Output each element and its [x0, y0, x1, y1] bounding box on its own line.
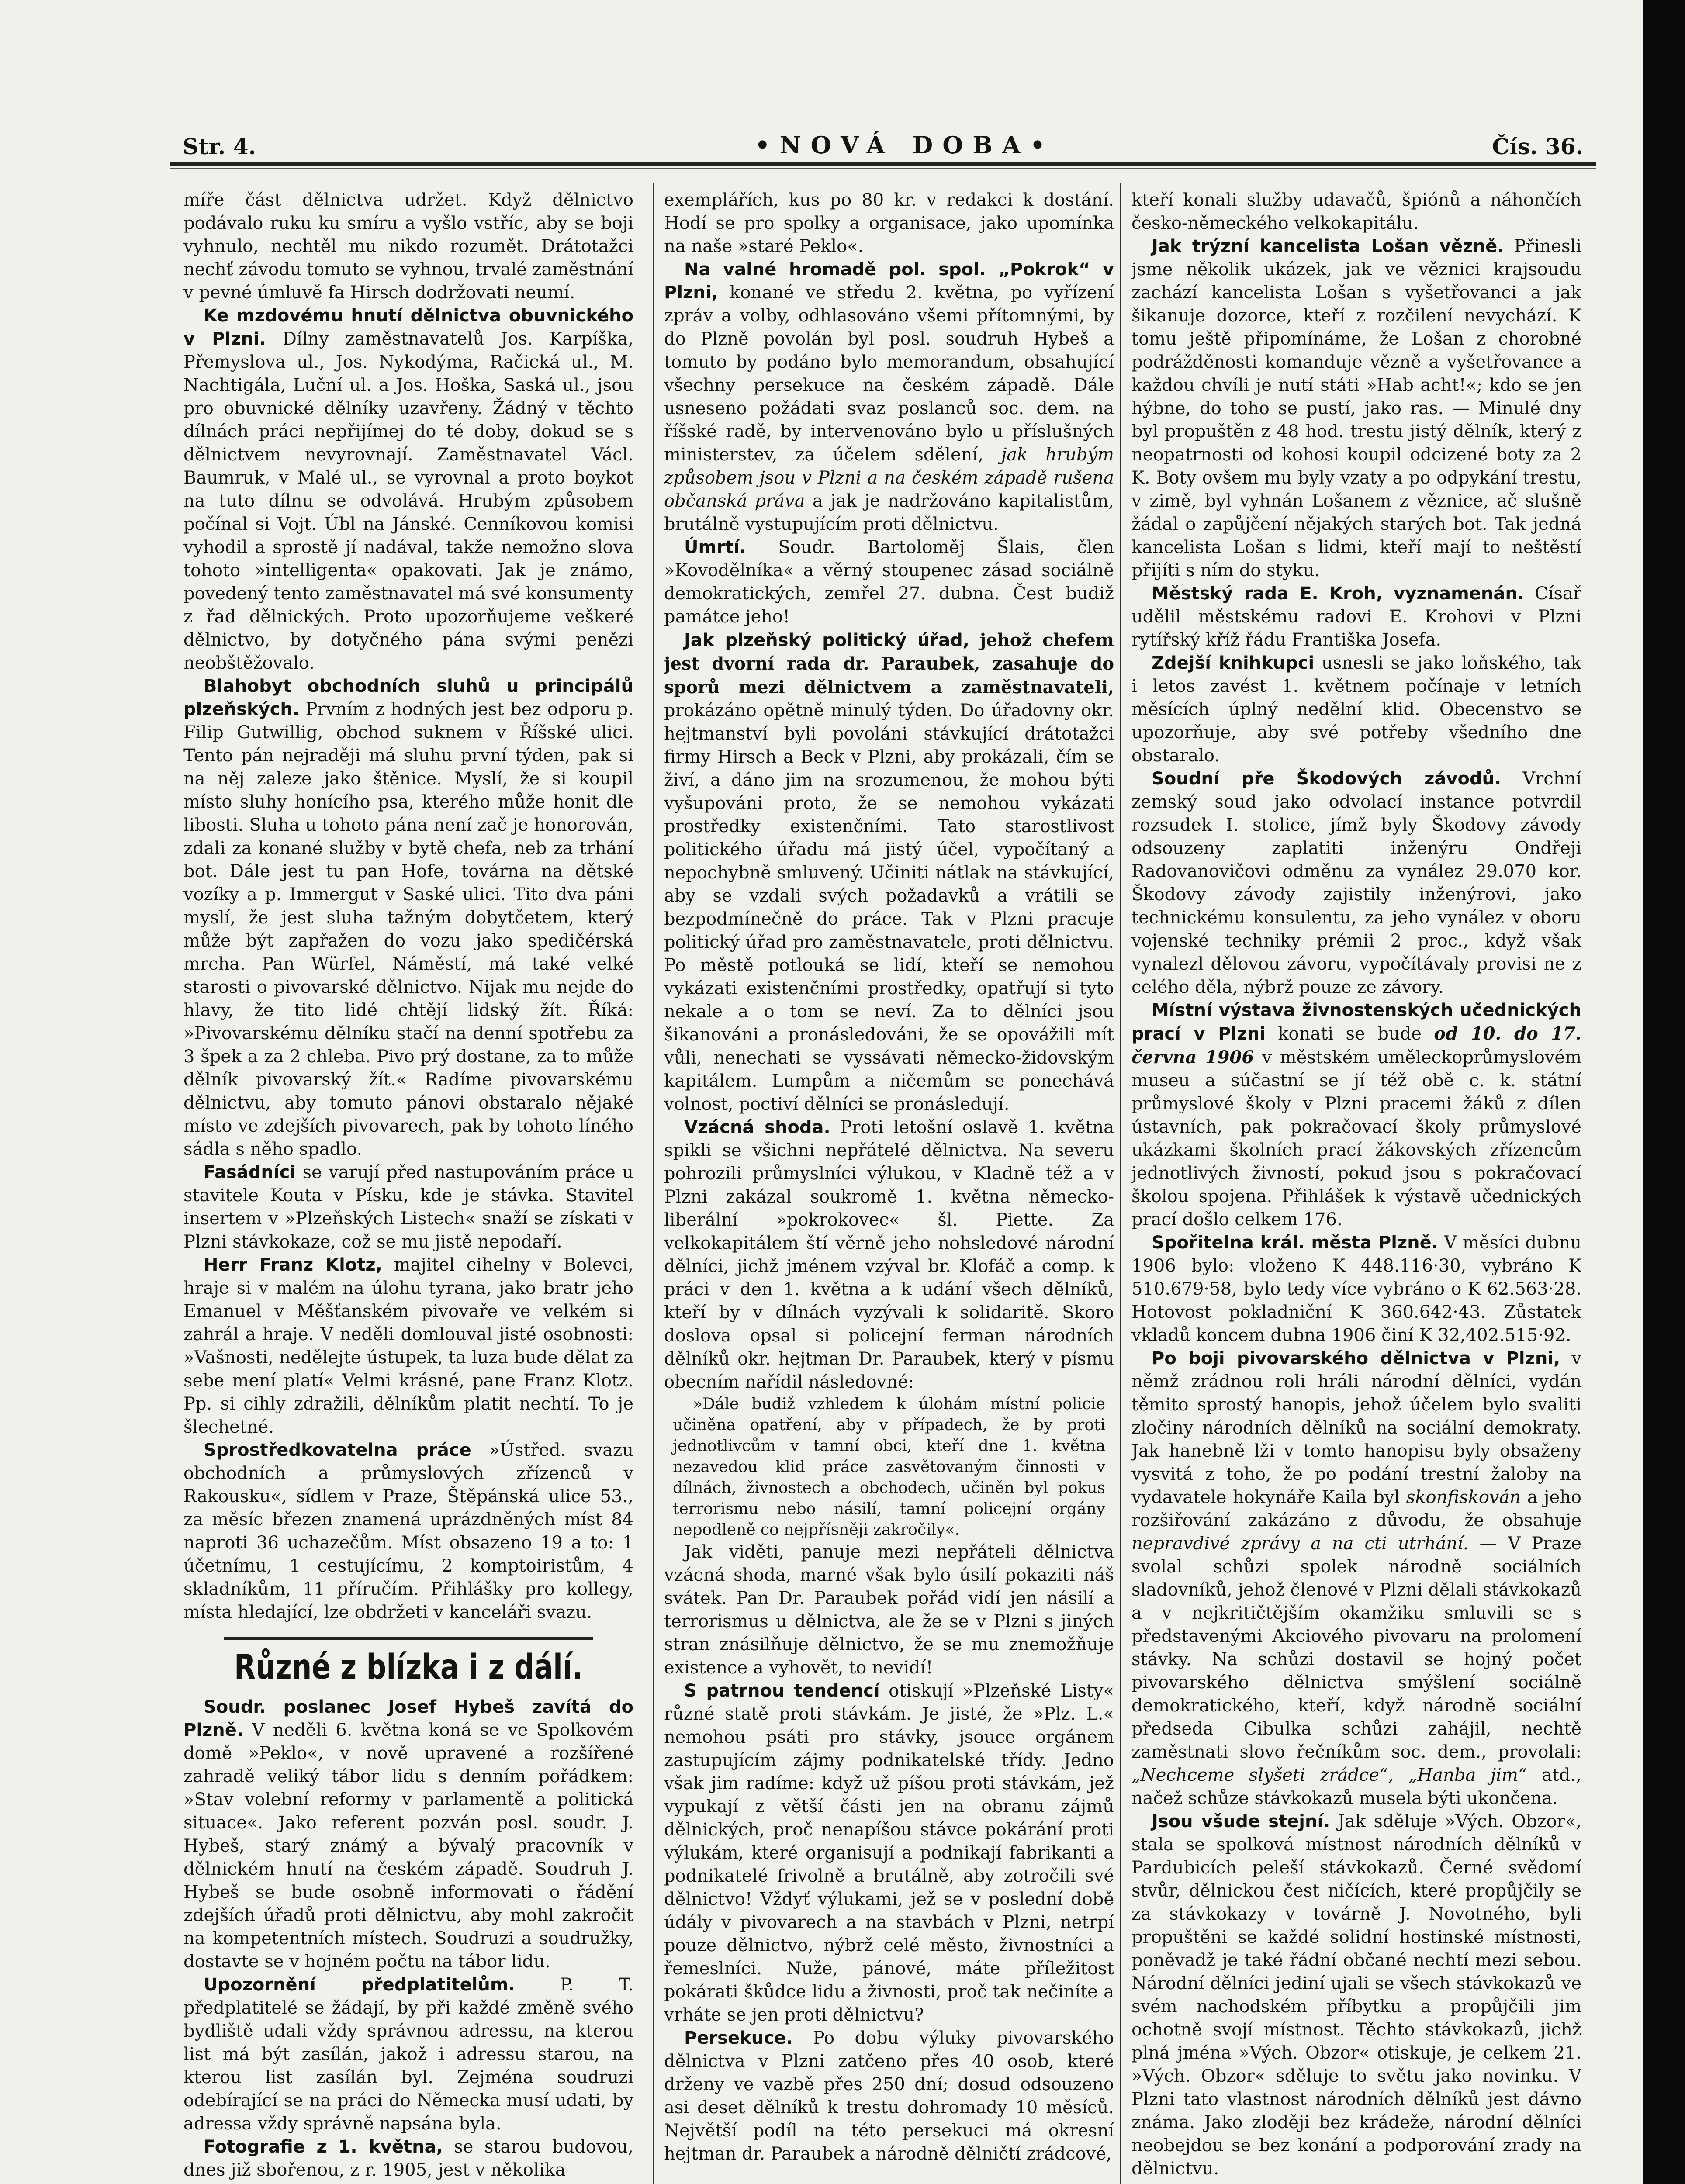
article [183, 1254, 633, 1439]
article [664, 1116, 1114, 1394]
page-number: Str. 4. [183, 134, 256, 159]
article-heading: Soudr. poslanec Josef Hybeš zavítá do Plzně. [183, 1697, 633, 1740]
article-text: Prvním z hodných jest bez odporu p. Filip Gutwillig, obchod suknem v Říšské ulici. Tento pán nejraději má sluhu první týden, pak si na něj zaleze jako štěnice. Myslí, že si koupil místo sluhy honícího psa, kterého může honit dle libosti. Sluha u tohoto pána není zač je honorován, zdali za konané služby v bytě chefa, neb za trhání bot. Dále jest tu pan Hofe, továrna na dětské vozíky a p. Immergut v Saské ulici. Tito dva páni myslí, že jest sluha tažným dobytčetem, který může být zapřažen do vozu jako spedičérská mrcha. Pan Würfel, Náměstí, má také velké starosti o pivovarské dělnictvo. Nijak mu nejde do hlavy, že tito lidé chtějí lidský žít. Říká: »Pivovarskému dělníku stačí na denní spotřebu za 3 špek a za 2 chleba. Pivo prý dostane, za to může dělník pivovarský žít.« Radíme pivovarskému dělnictvu, aby tomuto pánovi obstaralo nějaké místo ve zdejších pivovarech, pak by tohoto líného sádla s něho spadlo. [183, 699, 633, 1159]
article-emphasis: jehož chefem jest dvorní rada dr. Paraubek, zasahuje do sporů mezi dělnictvem a zaměstnavateli, [664, 630, 1114, 698]
article-text: a jak je nadržováno kapitalistům, brutálně vystupujícím proti dělnictvu. [664, 491, 1114, 534]
article-text: a jeho rozšiřování zakázáno z důvodu, že obsahuje [1131, 1487, 1581, 1531]
article-heading: Fotografie z 1. května, [204, 2137, 443, 2157]
quotation: »Dále budiž vzhledem k úlohám místní policie učiněna opatření, aby v případech, že by proti jednotlivcům v tamní obci, kteří dne 1. května nezavedou klid práce zasvětovaným činnosti v dílnách, živnostech a obchodech, učiněn byl pokus terrorismu nebo násilí, tamní policejní orgány nepodleně co nejpřísněji zakročily«. [673, 1395, 1105, 1539]
article-text: konané ve středu 2. května, po vyřízení zpráv a volby, odhlasováno všemi přítomnými, by do Plzně povolán byl posl. soudruh Hybeš a tomuto by podáno bylo memorandum, obsahující všechny persekuce na českém západě. Dále usneseno požádati svaz poslanců soc. dem. na říšské radě, by intervenováno bylo u příslušných ministerstev, za účelem sdělení, [664, 283, 1114, 465]
article-heading: Fasádníci [204, 1162, 296, 1182]
article-text: v němž zrádnou roli hráli národní dělníci, vydán těmito sprostý hanopis, jehož účelem bylo svaliti zločiny národních dělníků na sociální demokraty. Jak hanebně lži v tomto hanopisu byly obsaženy vysvitá z toho, že po podání trestní žaloby na vydavatele hokynáře Kaila byl [1131, 1348, 1581, 1507]
article-text: Jak sděluje »Vých. Obzor«, stala se spolková místnost národních dělníků v Pardubicích peleší stávkokazů. Černé svědomí stvůr, dělnickou čest ničících, které propůjčily se za stávkokazy v továrně J. Novotného, byli propuštěni se každé solidní hostinské místnosti, poněvadž je také řádní občané nechtí mezi sebou. Národní dělníci jediní ujali se všech stávkokazů ve svém nachodském příbytku a propůjčili jim ochotně svojí místnost. Těchto stávkokazů, jichž plná jména »Vých. Obzor« otiskuje, je celkem 21. »Vých. Obzor« sděluje to světu jako novinku. V Plzni tato vlastnost národních dělníků jest dávno známa. Jako zloději bez krádeže, národní dělníci neobejdou se bez konání a podporování zrady na dělnictvu. [1131, 1811, 1581, 2179]
article [1131, 999, 1581, 1231]
article-text: Dílny zaměstnavatelů Jos. Karpíška, Přemyslova ul., Jos. Nykodýma, Račická ul., M. Nachtigála, Luční ul. a Jos. Hoška, Saská ul., jsou pro obuvnické dělníky uzavřeny. Žádný v těchto dílnách práci nepřijímej do té doby, dokud se s dělnictvem nevyrovnají. Zaměstnavatel Václ. Baumruk, v Malé ul., se vyrovnal a proto boykot na tuto dílnu se odvolává. Hrubým způsobem počínal si Vojt. Úbl na Jánské. Cenníkovou komisi vyhodil a sprostě jí nadával, takže nemožno slova tohoto »intelligenta« opakovati. Jak je známo, povedený tento zaměstnavatel má své konsumenty z řad dělnických. Proto upozorňujeme veškeré dělnictvo, by dotyčného pána svými penězi neobštěžovalo. [183, 329, 633, 673]
article-text: majitel cihelny v Bolevci, hraje si v malém na úlohu tyrana, jako bratr jeho Emanuel v Měšťanském pivovaře ve velkém si zahrál a hraje. V neděli domlouval jisté osobnosti: »Vašnosti, nedělejte ústupek, ta luza bude dělat za sebe mení platí« Velmi krásné, pane Franz Klotz. Pp. si cihly zdražili, dělníkům platit nechtí. To je šlechetné. [183, 1255, 633, 1437]
article-emphasis: „Nechceme slyšeti zrádce“, „Hanba jim“ [1131, 1765, 1527, 1785]
article-emphasis: od 10. do 17. června 1906 [1131, 1023, 1581, 1068]
article-text: Proti letošní oslavě 1. května spikli se všichni nepřátelé dělnictva. Na severu pohrozili průmyslníci výlukou, v Kladně též a v Plzni zakázal soukromě 1. května německo-liberální »pokrokovec« šl. Piette. Za velkokapitálem ští věrně jeho nohsledové národní dělníci, jichž jménem vzýval br. Klofáč a comp. k práci v den 1. května a k udání všech dělníků, kteří by v dílnách vyzývali k solidaritě. Skoro doslova opsal si policejní ferman národních dělníků okr. hejtman Dr. Paraubek, který v písmu obecním nařídil následovné: [664, 1117, 1114, 1392]
article-heading: S patrnou tendencí [684, 1681, 880, 1701]
article-heading: Zdejší knihkupci [1152, 653, 1315, 673]
article-heading: Spořitelna král. města Plzně. [1152, 1233, 1438, 1253]
page-header [170, 129, 1596, 164]
section-heading: Různé z blízka i z dálí. [224, 1637, 593, 1687]
header-rule-thin [170, 168, 1596, 169]
article-text: usnesli se jako loňského, tak i letos zavést 1. květnem počínaje v letních měsících úplný nedělní klid. Obecenstvo se upozorňuje, aby své potřeby všedního dne obstaralo. [1131, 653, 1581, 766]
article-heading: Persekuce. [684, 2028, 793, 2048]
article-heading: Městský rada E. Kroh, vyznamenán. [1152, 584, 1525, 604]
article [1131, 1231, 1581, 1347]
article-heading: Sprostředkovatelna práce [204, 1440, 471, 1460]
article-text: prokázáno opětně minulý týden. Do úřadovny okr. hejtmanství byli povoláni stávkující drátotažci firmy Hirsch a Beck v Plzni, aby prokázali, čím se živí, a dáno jim na srozumenou, že mohou býti vyšupováni proto, že se nemohou vykázati prostředky existenčními. Tato starostlivost politického úřadu má jistý účel, vypočítaný a nepochybně smluvený. Učiniti nátlak na stávkující, aby se vzdali svých požadavků a vrátili se bezpodmínečně do práce. Tak v Plzni pracuje politický úřad pro zaměstnavatele, proti dělnictvu. Po městě potlouká se lidí, kteří se nemohou vykázati existenčními prostředky, opatřují si tyto nekale a o tom se neví. Za to dělníci jsou šikanováni a pronásledováni, že se opovážili mít vůli, nenechati se vyssávati německo-židovským kapitálem. Lumpům a ničemům se ponechává volnost, poctiví dělníci se pronásledují. [664, 701, 1114, 1114]
article-text: atd., načež schůze stávkokazů musela býti ukončena. [1131, 1765, 1581, 1808]
article [664, 629, 1114, 1116]
article-heading: Herr Franz Klotz, [204, 1255, 382, 1275]
column-1 [183, 189, 633, 2184]
article-heading: Upozornění předplatitelům. [204, 1975, 515, 1995]
article-text: »Ústřed. svazu obchodních a průmyslových zřízenců v Rakousku«, sídlem v Praze, Štěpánská ulice 53., za měsíc březen znamená uprázdněných míst 84 naproti 36 uchazečům. Míst obsazeno 19 a to: 1 účetnímu, 1 cestujícímu, 2 komptoiristům, 4 skladníkům, 11 příručím. Přihlášky pro kollegy, místa hledající, lze obdržeti v kanceláři svazu. [183, 1440, 633, 1622]
article-text: Po dobu výluky pivovarského dělnictva v Plzni zatčeno přes 40 osob, které drženy ve vazbě přes 250 dní; dosud odsouzeno asi deset dělníků k trestu dohromady 10 měsíců. Největší podíl na této persekuci má okresní hejtman dr. Paraubek a národně dělničtí zrádcové, [664, 2028, 1114, 2164]
article [1131, 652, 1581, 767]
paragraph: kteří konali služby udavačů, špiónů a náhončích česko-německého velkokapitálu. [1131, 190, 1581, 233]
article-text: V měsíci dubnu 1906 bylo: vloženo K 448.116·30, vybráno K 510.679·58, bylo tedy více vybráno o K 62.563·28. Hotovost pokladniční K 360.642·43. Zůstatek vkladů koncem dubna 1906 činí K 32,402.515·92. [1131, 1233, 1581, 1345]
article-heading: Soudní pře Škodových závodů. [1152, 769, 1502, 789]
article-emphasis: nepravdivé zprávy a na cti utrhání. [1131, 1534, 1469, 1554]
article [1131, 235, 1581, 582]
paragraph: exemplářích, kus po 80 kr. v redakci k dostání. Hodí se pro spolky a organisace, jako upomínka na naše »staré Peklo«. [664, 190, 1114, 256]
article-heading: Úmrtí. [684, 537, 746, 557]
article [664, 536, 1114, 629]
article [664, 1679, 1114, 2027]
article-text: V neděli 6. května koná se ve Spolkovém domě »Peklo«, v nově upravené a rozšířené zahradě veliký tábor lidu s denním pořádkem: »Stav volební reformy v parlamentě a politická situace«. Jako referent pozván posl. soudr. J. Hybeš, starý známý a bývalý pracovník v dělnickém hnutí na českém západě. Soudruh J. Hybeš se bude osobně informovati o řádění zdejších úřadů proti dělnictvu, aby mohl zakročit na kompetentních místech. Soudruzi a soudružky, dostavte se v hojném počtu na tábor lidu. [183, 1720, 633, 1972]
article [1131, 1347, 1581, 1810]
article-text: Přinesli jsme několik ukázek, jak ve věznici krajsoudu zachází kancelista Lošan s vyšetřovanci a jak šikanuje dozorce, kteří z rozčilení nevychází. K tomu ještě připomínáme, že Lošan z chorobné podrážděnosti komanduje vězně a vyšetřovance a každou chvíli je nutí státi »Hab acht!«; kdo se jen hýbne, do toho se pustí, jako ras. — Minulé dny byl propuštěn z 48 hod. trestu jistý dělník, který z neopatrnosti od kohosi koupil odcizené boty za 2 K. Boty ovšem mu byly vzaty a po odpykání trestu, v zimě, byl vyhnán Lošanem z věznice, ač slušně žádal o zapůjčení nějakých starých bot. Tak jedná kancelista Lošan s lidmi, kteří mají to neštěstí přijíti s ním do styku. [1131, 236, 1581, 581]
article-text: Císař udělil městskému radovi E. Krohovi v Plzni rytířský kříž řádu Františka Josefa. [1131, 584, 1581, 650]
article [183, 1161, 633, 1254]
column-divider [653, 183, 654, 2184]
article-heading: Na valné hromadě pol. spol. „Pokrok“ v Plzni, [664, 259, 1114, 303]
article [183, 1439, 633, 1624]
article-text: se varují před nastupováním práce u stavitele Kouta v Písku, kde je stávka. Stavitel insertem v »Plzeňských Listech« snaží se získati v Plzni stávkokaze, což se mu jistě nepodaří. [183, 1162, 633, 1252]
article [664, 258, 1114, 536]
article-text: v městském uměleckoprůmyslovém museu a súčastní se jí též obě c. k. státní průmyslové školy v Plzni pracemi žáků z dílen ústavních, pak pokračovací školy průmyslové ukázkami školních prací žákovských zřízencům jednotlivých živností, pokud jsou s pokračovací školou spojena. Přihlášek k výstavě učednických prací došlo celkem 176. [1131, 1047, 1581, 1230]
article-heading: Jsou všude stejní. [1152, 1811, 1330, 1832]
column-3 [1131, 189, 1581, 2184]
article [1131, 1810, 1581, 2181]
article-heading: Po boji pivovarského dělnictva v Plzni, [1152, 1348, 1560, 1368]
article-heading: Jak trýzní kancelista Lošan vězně. [1152, 236, 1504, 256]
article [1131, 582, 1581, 652]
scan-border [1643, 0, 1685, 2184]
column-divider [1120, 183, 1121, 2184]
article [183, 304, 633, 675]
article-heading: Blahobyt obchodních sluhů u principálů plzeňských. [183, 676, 633, 719]
article [183, 1696, 633, 1973]
article-text: Vrchní zemský soud jako odvolací instance potvrdil rozsudek I. stolice, jímž byly Škodovy závody odsouzeny zaplatiti inženýru Ondřeji Radovanovičovi odměnu za vynález 29.070 kor. Škodovy závody zajistily inženýrovi, jako technickému konsulentu, za jeho vynález v oboru vojenské techniky prémii 2 proc., když však vynalezl dělovou závoru, vypočítávaly provisi ne z celého děla, nýbrž pouze ze závory. [1131, 769, 1581, 997]
article-emphasis: skonfiskován [1406, 1487, 1521, 1507]
article [183, 675, 633, 1161]
article-text: — V Praze svolal schůzi spolek národně sociálních sladovníků, jehož členové v Plzni dělali stávkokazů a v nejkritičtějším okamžiku smluvili se s představenými Akciového pivovaru na prolomení stávky. Na schůzi dostavil se hojný počet pivovarského dělnictva smýšlení sociálně demokratického, kteří, když národně sociální předseda Cibulka schůzi zahájil, nechtě zaměstnati slovo řečníkům soc. dem., provolali: [1131, 1534, 1581, 1762]
article [1131, 767, 1581, 999]
article-emphasis: jak hrubým způsobem jsou v Plzni a na českém západě rušena občanská práva [664, 445, 1114, 511]
article-text: otiskují »Plzeňské Listy« různé statě proti stávkám. Je jisté, že »Plz. L.« nemohou psáti pro stávky, jsouce orgánem zastupujícím zájmy podnikatelské třídy. Jedno však jim radíme: když už píšou proti stávkám, jež vypukají z větší části jen na obranu zájmů dělnických, proč nenapíšou stávce pokárání proti výlukám, které organisují a podnikají fabrikanti a podnikatelé frivolně a brutálně, aby zotročili své dělnictvo! Vždyť výlukami, jež se v poslední době údály v pivovarech a na stavbách v Plzni, netrpí pouze dělnictvo, nýbrž celé město, živnostníci a řemeslníci. Nuže, pánové, máte příležitost pokárati škůdce lidu a živnosti, proč tak nečiníte a vrháte se jen proti dělnictvu? [664, 1681, 1114, 2025]
paragraph: míře část dělnictva udržet. Když dělnictvo podávalo ruku ku smíru a vyšlo vstříc, aby se boji vyhnulo, nechtěl mu nikdo rozumět. Drátotažci nechť závodu tomuto se vyhnou, trvalé zaměstnání v pevné úmluvě fa Hirsch dodržovati neumí. [183, 190, 633, 303]
article-heading: Ke mzdovému hnutí dělnictva obuvnického v Plzni. [183, 306, 633, 349]
article [664, 2027, 1114, 2166]
article [183, 1973, 633, 2136]
column-2 [664, 189, 1114, 2184]
header-rule [170, 162, 1596, 166]
paragraph: Jak viděti, panuje mezi nepřáteli dělnictva vzácná shoda, marné však bylo úsilí pokaziti náš svátek. Pan Dr. Paraubek pořád vidí jen násilí a terrorismus u dělnictva, ale že se v Plzni s jiných stran znásilňuje dělnictvo, že se mu znemožňuje existence a vyhovět, to nevidí! [664, 1542, 1114, 1678]
article-heading: Vzácná shoda. [684, 1117, 830, 1137]
article-heading: Jak plzeňský politický úřad, [684, 630, 969, 650]
article-text: Soudr. Bartoloměj Šlais, člen »Kovodělníka« a věrný stoupenec zásad sociálně demokratických, zemřel 27. dubna. Čest budiž památce jeho! [664, 537, 1114, 627]
masthead-title: •NOVÁ DOBA• [755, 131, 1055, 159]
article [183, 2136, 633, 2182]
article-text: se starou budovou, dnes již sbořenou, z r. 1905, jest v několika [183, 2137, 633, 2180]
article-heading: Místní výstava živnostenských učednických prací v Plzni [1131, 1000, 1581, 1044]
issue-number: Čís. 36. [1492, 134, 1583, 159]
article-text: konati se bude [1278, 1024, 1422, 1044]
article-text: P. T. předplatitelé se žádají, by při každé změně svého bydliště udali vždy správnou adressu, na kterou list má být zasílán, jakož i adressu starou, na kterou list zasílán byl. Zejména soudruzi odebírající se na práci do Německa musí udati, by adressa vždy správně napsána byla. [183, 1975, 633, 2134]
